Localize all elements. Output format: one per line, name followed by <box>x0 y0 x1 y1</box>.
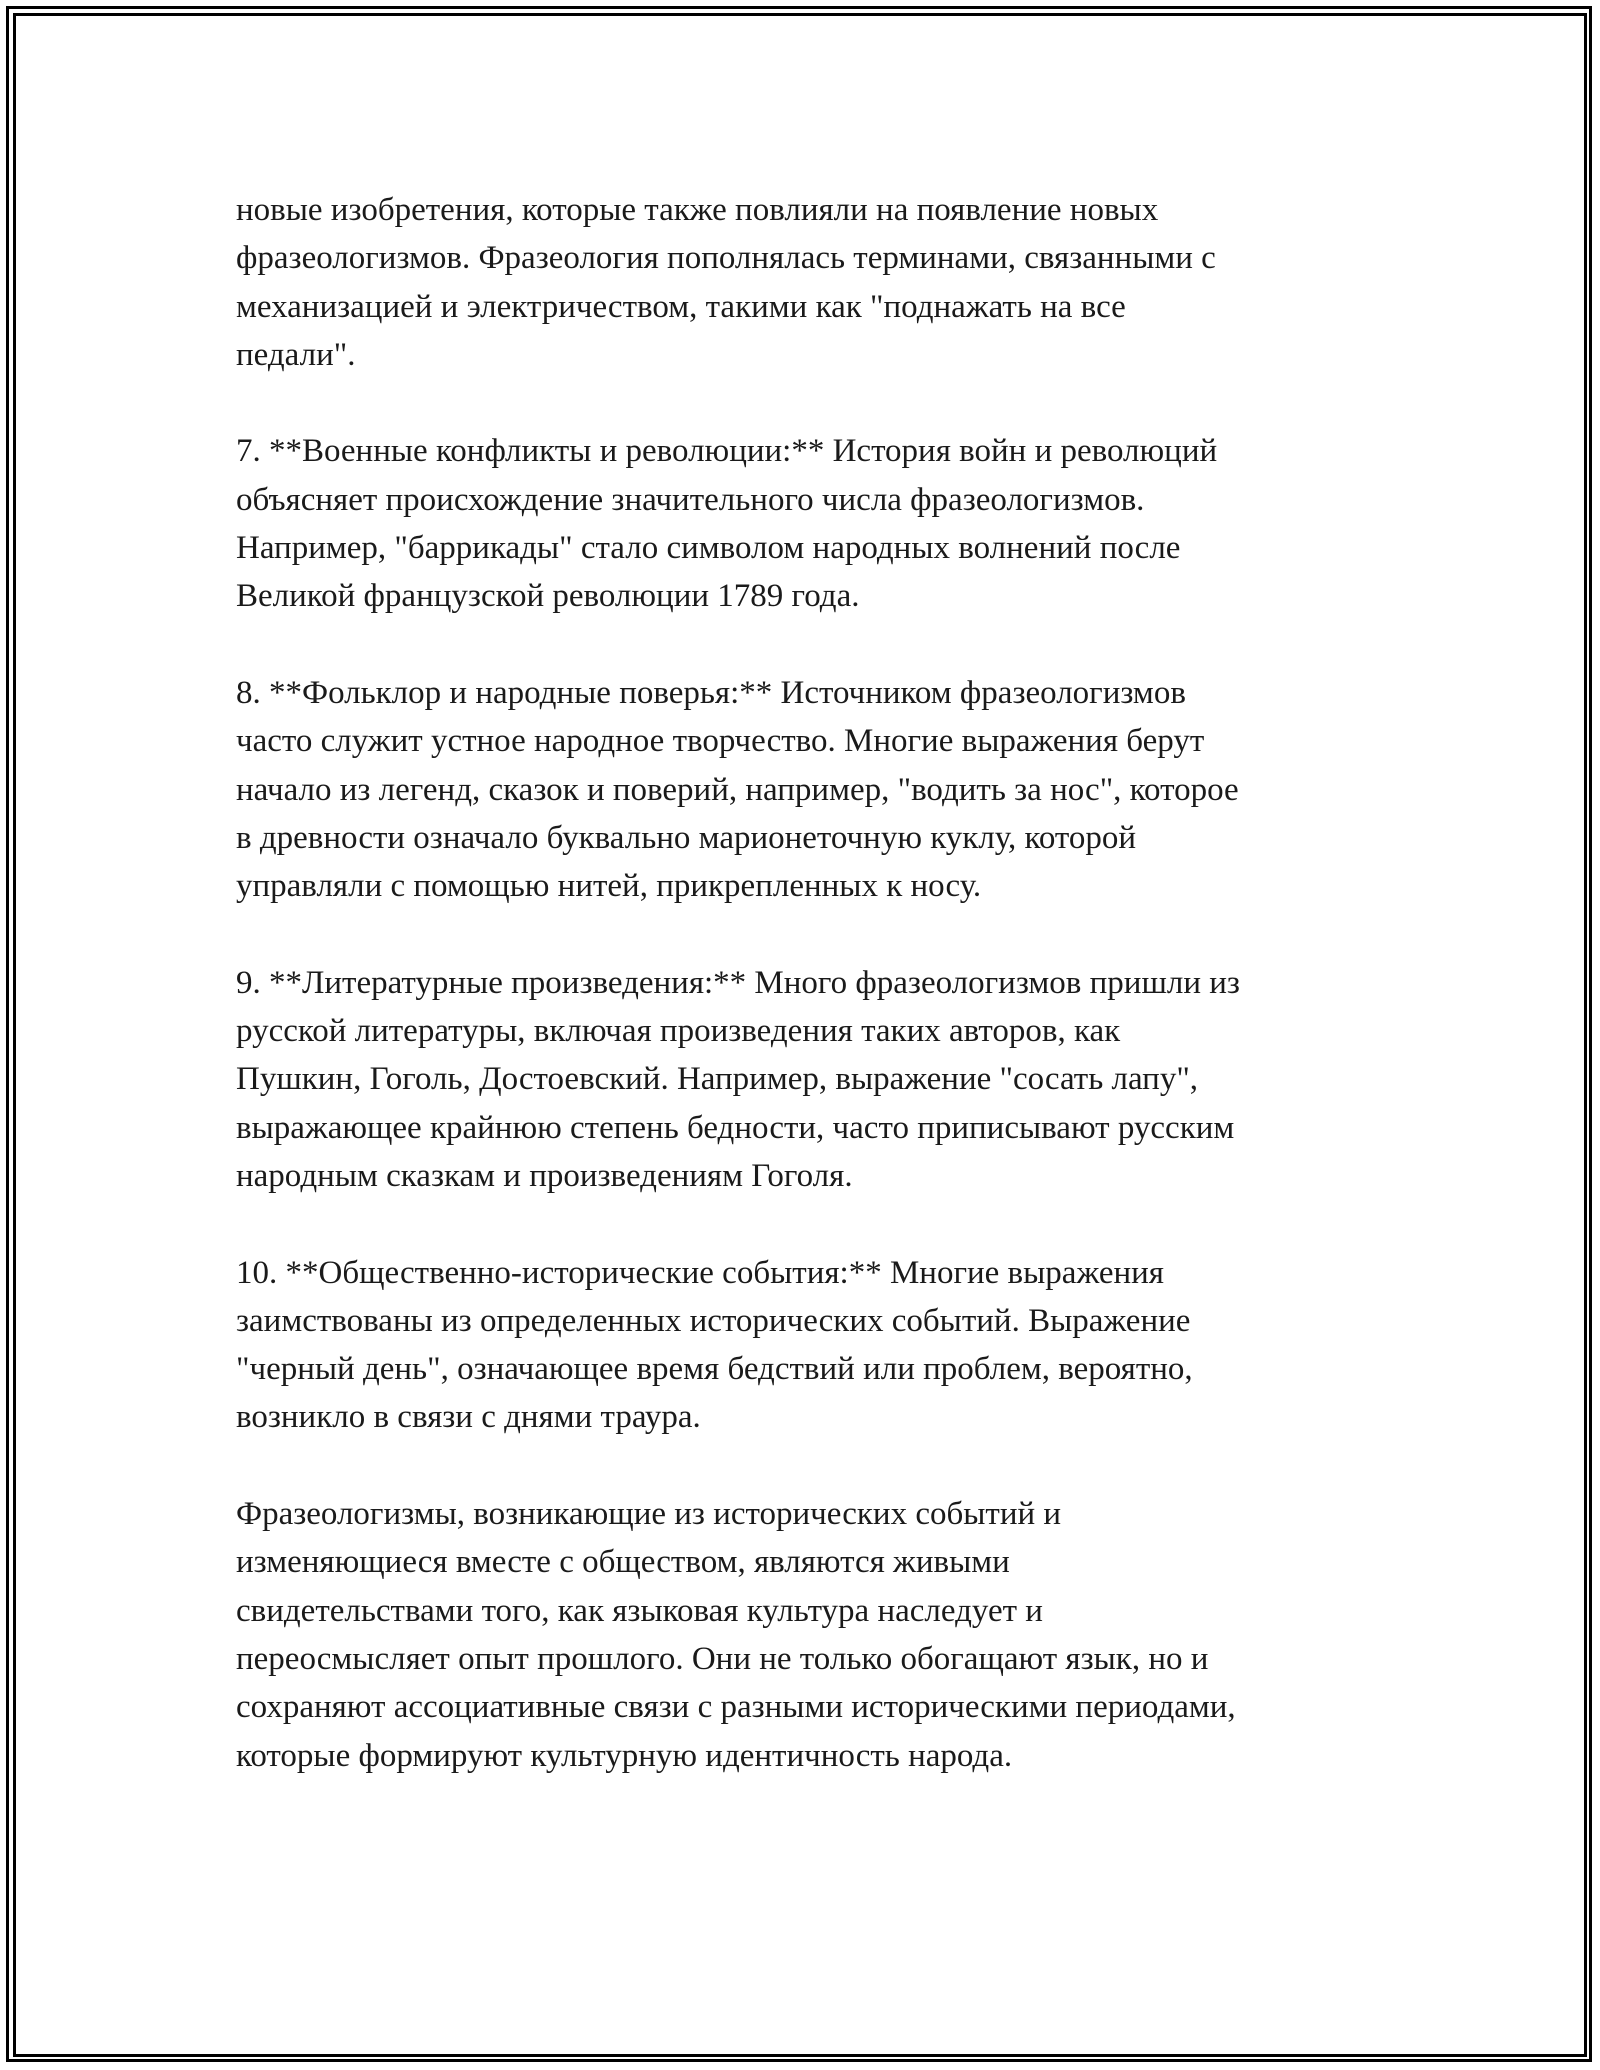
text-line: механизацией и электричеством, такими как "поднажать на все <box>236 288 1126 325</box>
text-line: часто служит устное народное творчество. Многие выражения берут <box>236 723 1205 760</box>
text-line: в древности означало буквально марионеточную куклу, которой <box>236 819 1137 856</box>
paragraph-item-7 <box>236 427 1386 620</box>
text-line: объясняет происхождение значительного числа фразеологизмов. <box>236 481 1145 518</box>
paragraph-item-9 <box>236 959 1386 1200</box>
text-line: изменяющиеся вместе с обществом, являются живыми <box>236 1544 1010 1581</box>
paragraph-gap <box>236 379 1386 427</box>
text-line: Пушкин, Гоголь, Достоевский. Например, выражение "сосать лапу", <box>236 1061 1199 1098</box>
text-line: новые изобретения, которые также повлияли на появление новых <box>236 192 1159 228</box>
text-line: 7. **Военные конфликты и революции:** История войн и революций <box>236 433 1218 470</box>
text-line: 8. **Фольклор и народные поверья:** Источником фразеологизмов <box>236 674 1186 711</box>
paragraph-item-10 <box>236 1249 1386 1442</box>
paragraph-gap <box>236 910 1386 958</box>
text-line: Например, "баррикады" стало символом народных волнений после <box>236 530 1181 567</box>
text-line: возникло в связи с днями траура. <box>236 1399 701 1436</box>
text-line: Великой французской революции 1789 года. <box>236 578 860 615</box>
text-line: управляли с помощью нитей, прикрепленных к носу. <box>236 868 982 905</box>
text-line: педали". <box>236 336 356 373</box>
text-line: сохраняют ассоциативные связи с разными историческими периодами, <box>236 1689 1236 1726</box>
text-line: народным сказкам и произведениям Гоголя. <box>236 1157 853 1194</box>
paragraph-gap <box>236 1200 1386 1248</box>
paragraph-gap <box>236 621 1386 669</box>
text-line: 9. **Литературные произведения:** Много фразеологизмов пришли из <box>236 964 1240 1001</box>
text-line: заимствованы из определенных исторических событий. Выражение <box>236 1302 1191 1339</box>
paragraph-item-8 <box>236 669 1386 910</box>
text-line: 10. **Общественно-исторические события:** Многие выражения <box>236 1254 1164 1291</box>
text-line: "черный день", означающее время бедствий или проблем, вероятно, <box>236 1351 1193 1388</box>
text-line: свидетельствами того, как языковая культура наследует и <box>236 1592 1043 1629</box>
text-line: фразеологизмов. Фразеология пополнялась терминами, связанными с <box>236 240 1216 277</box>
text-line: русской литературы, включая произведения таких авторов, как <box>236 1013 1121 1050</box>
text-line: переосмысляет опыт прошлого. Они не только обогащают язык, но и <box>236 1640 1209 1677</box>
paragraph-continuation <box>236 186 1386 379</box>
text-line: начало из легенд, сказок и поверий, например, "водить за нос", которое <box>236 771 1239 808</box>
document-body <box>236 186 1386 1780</box>
paragraph-gap <box>236 1442 1386 1490</box>
text-line: которые формируют культурную идентичность народа. <box>236 1737 1013 1774</box>
text-line: выражающее крайнюю степень бедности, часто приписывают русским <box>236 1109 1235 1146</box>
paragraph-conclusion <box>236 1490 1386 1780</box>
text-line: Фразеологизмы, возникающие из исторических событий и <box>236 1496 1062 1533</box>
